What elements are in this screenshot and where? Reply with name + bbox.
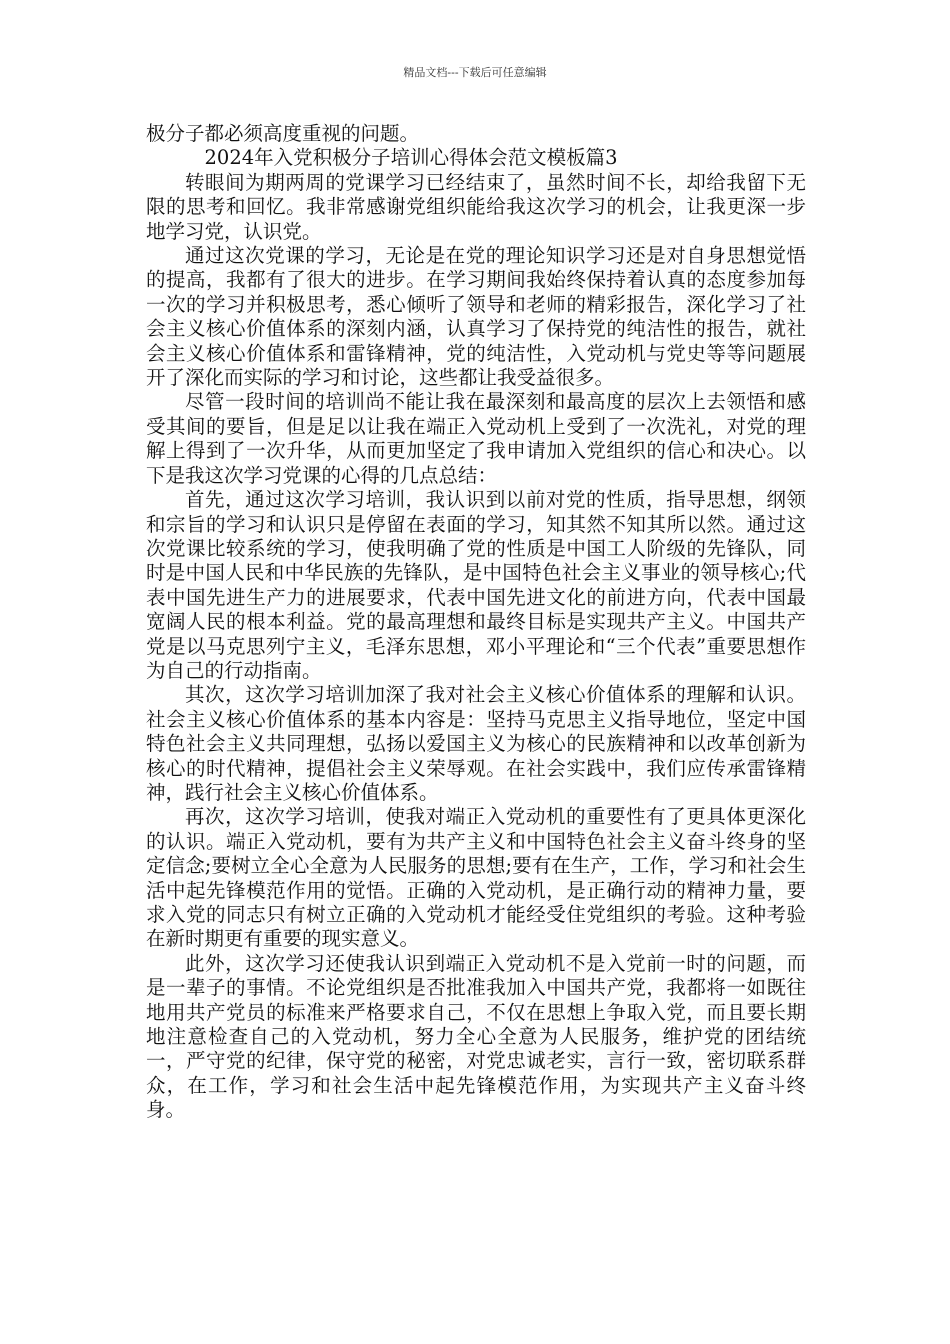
paragraph: 转眼间为期两周的党课学习已经结束了，虽然时间不长，却给我留下无限的思考和回忆。我非常感谢党组织能给我这次学习的机会，让我更深一步地学习党，认识党。 <box>146 170 806 243</box>
paragraph-continuation: 极分子都必须高度重视的问题。 <box>146 122 420 145</box>
paragraph: 通过这次党课的学习，无论是在党的理论知识学习还是对自身思想觉悟的提高，我都有了很大的进步。在学习期间我始终保持着认真的态度参加每一次的学习并积极思考，悉心倾听了领导和老师的精彩报告，深化学习了社会主义核心价值体系的深刻内涵，认真学习了保持党的纯洁性的报告，就社会主义核心价值体系和雷锋精神，党的纯洁性，入党动机与党史等等问题展开了深化而实际的学习和讨论，这些都让我受益很多。 <box>146 244 806 390</box>
paragraph: 首先，通过这次学习培训，我认识到以前对党的性质，指导思想，纲领和宗旨的学习和认识只是停留在表面的学习，知其然不知其所以然。通过这次党课比较系统的学习，使我明确了党的性质是中国工人阶级的先锋队，同时是中国人民和中华民族的先锋队，是中国特色社会主义事业的领导核心;代表中国先进生产力的进展要求，代表中国先进文化的前进方向，代表中国最宽阔人民的根本利益。党的最高理想和最终目标是实现共产主义。中国共产党是以马克思列宁主义，毛泽东思想，邓小平理论和“三个代表”重要思想作为自己的行动指南。 <box>146 488 806 682</box>
paragraph: 再次，这次学习培训，使我对端正入党动机的重要性有了更具体更深化的认识。端正入党动机，要有为共产主义和中国特色社会主义奋斗终身的坚定信念;要树立全心全意为人民服务的思想;要有在生产，工作，学习和社会生活中起先锋模范作用的觉悟。正确的入党动机，是正确行动的精神力量，要求入党的同志只有树立正确的入党动机才能经受住党组织的考验。这种考验在新时期更有重要的现实意义。 <box>146 805 806 951</box>
page-header: 精品文档---下载后可任意编辑 <box>403 66 547 79</box>
paragraph: 其次，这次学习培训加深了我对社会主义核心价值体系的理解和认识。社会主义核心价值体系的基本内容是：坚持马克思主义指导地位，坚定中国特色社会主义共同理想，弘扬以爱国主义为核心的民族精神和以改革创新为核心的时代精神，提倡社会主义荣辱观。在社会实践中，我们应传承雷锋精神，践行社会主义核心价值体系。 <box>146 683 806 804</box>
paragraph: 尽管一段时间的培训尚不能让我在最深刻和最高度的层次上去领悟和感受其间的要旨，但是足以让我在端正入党动机上受到了一次洗礼，对党的理解上得到了一次升华，从而更加坚定了我申请加入党组织的信心和决心。以下是我这次学习党课的心得的几点总结： <box>146 390 806 487</box>
section-heading: 2024年入党积极分子培训心得体会范文模板篇3 <box>204 146 618 170</box>
document-body <box>146 122 806 1123</box>
paragraph: 此外，这次学习还使我认识到端正入党动机不是入党前一时的问题，而是一辈子的事情。不论党组织是否批准我加入中国共产党，我都将一如既往地用共产党员的标准来严格要求自己，不仅在思想上争取入党，而且要长期地注意检查自己的入党动机，努力全心全意为人民服务，维护党的团结统一，严守党的纪律，保守党的秘密，对党忠诚老实，言行一致，密切联系群众，在工作，学习和社会生活中起先锋模范作用，为实现共产主义奋斗终身。 <box>146 951 806 1122</box>
